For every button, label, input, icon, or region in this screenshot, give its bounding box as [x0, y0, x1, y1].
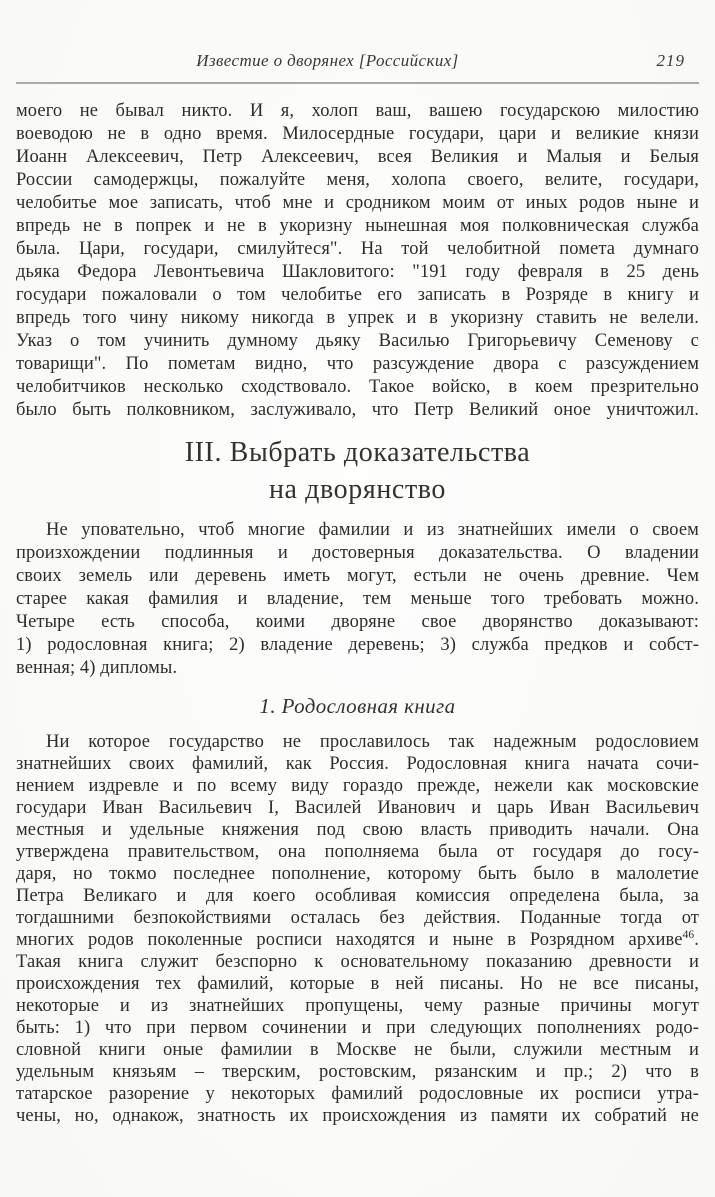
text-line: Четыре есть способа, коими дворяне свое дворянство доказывают:: [16, 612, 699, 632]
text-line: даря, но токмо последнее пополнение, которому быть было в малолетие: [16, 864, 699, 884]
text-line: челобитчиков несколько сходствовало. Такое войско, в коем презрительно: [16, 377, 699, 397]
text-line: старее какая фамилия и владение, тем меньше того требовать можно.: [16, 589, 699, 609]
text-line: произхождении подлинныя и достоверныя доказательства. О владении: [16, 543, 699, 563]
footnote-ref: 46: [682, 928, 695, 941]
text-line: была. Цари, государи, смилуйтеся". На той челобитной помета думнаго: [16, 239, 699, 259]
text-line: 1) родословная книга; 2) владение деревень; 3) служба предков и собст-: [16, 635, 699, 655]
text-line: государи пожаловали о том челобитье его записать в Розряде в книгу и: [16, 285, 699, 305]
page-body: [16, 100, 699, 1127]
text-line: быть: 1) что при первом сочинении и при следующих пополнениях родо-: [16, 1018, 699, 1038]
section-heading: [16, 434, 699, 508]
text-line: Петра Великаго и для коего особливая комиссия определена была, за: [16, 886, 699, 906]
text-line: многих родов поколенные росписи находятся и ныне в Розрядном архиве$^{46}$.: [16, 928, 699, 950]
text-line: Ни которое государство не прославилось так надежным родословием: [46, 732, 699, 752]
text-line: своих земель или деревень иметь могут, естьли не очень древние. Чем: [16, 566, 699, 586]
running-title: Известие о дворянех [Российских]: [196, 51, 459, 70]
text-line: государи Иван Васильевич I, Василей Иванович и царь Иван Васильевич: [16, 798, 699, 818]
text-line: моего не бывал никто. И я, холоп ваш, вашею государскою милостию: [16, 101, 699, 121]
text-line: татарское разорение у некоторых фамилий родословные их росписи утра-: [16, 1084, 699, 1104]
header-rule: [16, 82, 699, 84]
text-line: утверждена правительством, она пополняема была от государя до госу-: [16, 842, 699, 862]
text-line: Такая книга служит безспорно к основательному показанию древности и: [16, 952, 699, 972]
paragraph: [16, 519, 699, 680]
paragraph-continuation: [16, 100, 699, 422]
page-number: 219: [656, 51, 685, 70]
section-heading-line1: III. Выбрать доказательства: [184, 437, 531, 468]
text-line: удельным князьям – тверским, ростовским, рязанским и пр.; 2) что в: [16, 1062, 699, 1082]
text-line: челобитье мое записать, чтоб мне и сродником моим от иных родов ныне и: [16, 193, 699, 213]
text-line: России самодержцы, пожалуйте меня, холопа своего, велите, государи,: [16, 170, 699, 190]
text-line: местныя и удельные княжения под свою власть приводить начали. Она: [16, 820, 699, 840]
text-line: чены, но, однакож, знатность их происхождения из памяти их собратий не: [16, 1106, 699, 1126]
text-line: происхождения тех фамилий, которые в ней писаны. Но не все писаны,: [16, 974, 699, 994]
text-line: впредь не в попрек и не в укоризну нынешная моя полковническая служба: [16, 216, 699, 236]
text-line: было быть полковником, заслуживало, что Петр Великий оное уничтожил.: [16, 400, 699, 420]
subsection-heading: 1. Родословная книга: [259, 694, 456, 718]
text-line: некоторые и из знатнейших пропущены, чему разные причины могут: [16, 996, 699, 1016]
text-line: знатнейших своих фамилий, как Россия. Родословная книга начата сочи-: [16, 754, 699, 774]
text-line: Указ о том учинить думному дьяку Василью Григорьевичу Семенову с: [16, 331, 699, 351]
running-header: [16, 50, 699, 72]
text-line: дьяка Федора Левонтьевича Шакловитого: "191 году февраля в 25 день: [16, 262, 699, 282]
text-line: воеводою не в одно время. Милосердные государи, цари и великие князи: [16, 124, 699, 144]
text-line: словной книги оные фамилии в Москве не были, служили местным и: [16, 1040, 699, 1060]
paragraph: [16, 731, 699, 1127]
text-line: тогдашними безпокойствиями осталась без действия. Поданные тогда от: [16, 908, 699, 928]
text-line: Иоанн Алексеевич, Петр Алексеевич, всея Великия и Малыя и Белыя: [16, 147, 699, 167]
section-heading-line2: на дворянство: [268, 474, 447, 505]
text-line: нением издревле и по всему виду гораздо прежде, нежели как московские: [16, 776, 699, 796]
text-line: Не уповательно, чтоб многие фамилии и из знатнейших имели о своем: [46, 520, 699, 540]
text-line: товарищи". По пометам видно, что разсуждение двора с разсуждением: [16, 354, 699, 374]
text-line: венная; 4) дипломы.: [16, 658, 178, 678]
text-line: впредь того чину никому никогда в упрек и в укоризну ставить не велели.: [16, 308, 699, 328]
